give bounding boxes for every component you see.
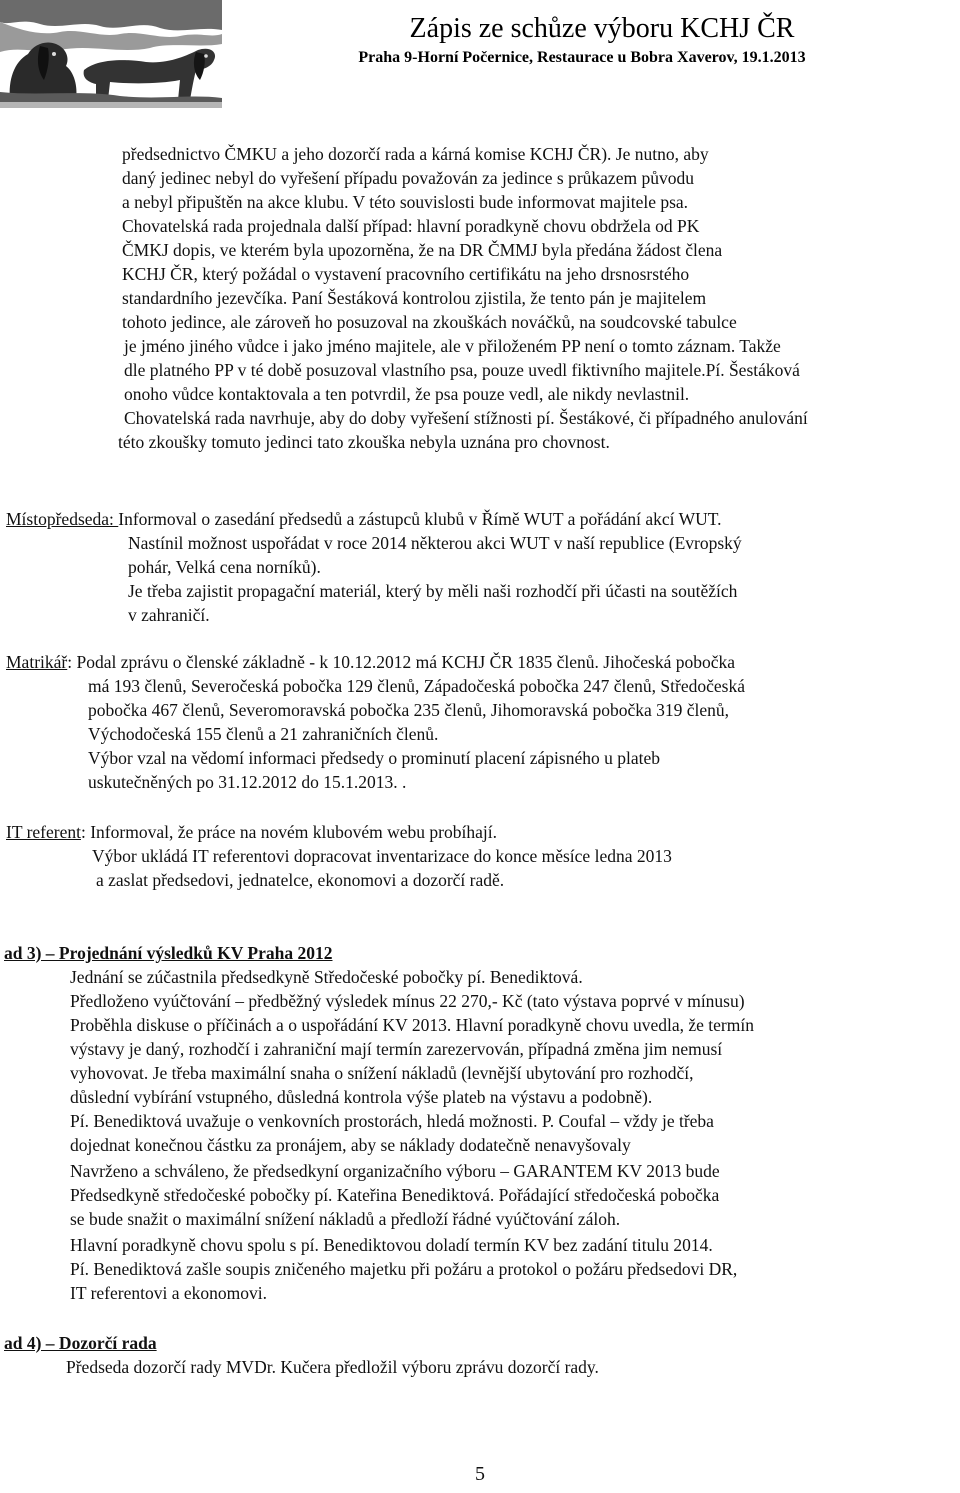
text-line: daný jedinec nebyl do vyřešení případu považován za jedince s průkazem původu: [122, 168, 694, 188]
text-line: Předseda dozorčí rady MVDr. Kučera předložil výboru zprávu dozorčí rady.: [66, 1357, 599, 1377]
text-line: Jednání se zúčastnila předsedkyně Středočeské pobočky pí. Benediktová.: [70, 967, 583, 987]
text-line: se bude snažit o maximální snížení nákladů a předloží řádné vyúčtování záloh.: [70, 1209, 621, 1229]
text-line: KCHJ ČR, který požádal o vystavení pracovního certifikátu na jeho drsnosrstého: [122, 264, 690, 284]
text-line: Předloženo vyúčtování – předběžný výsledek mínus 22 270,- Kč (tato výstava poprvé v mínusu): [70, 991, 745, 1011]
text-line: výstavy je daný, rozhodčí i zahraniční mají termín zarezervován, případná změna jim nemusí: [70, 1039, 723, 1059]
dachshund-engraving-logo: [0, 0, 222, 108]
text-line: Východočeská 155 členů a 21 zahraničních členů.: [88, 724, 439, 744]
text-line: Předsedkyně středočeské pobočky pí. Kateřina Benediktová. Pořádající středočeská pobočka: [70, 1185, 720, 1205]
it-referent-label: IT referent: [6, 822, 81, 842]
text-line: onoho vůdce kontaktovala a ten potvrdil, že psa pouze vedl, ale nikdy nevlastnil.: [124, 384, 690, 404]
text-line: Výbor ukládá IT referentovi dopracovat inventarizace do konce měsíce ledna 2013: [92, 846, 672, 866]
text-line: IT referentovi a ekonomovi.: [70, 1283, 267, 1303]
mistopredseda-text: Informoval o zasedání předsedů a zástupců klubů v Římě WUT a pořádání akcí WUT.: [118, 509, 722, 529]
it-referent-text: : Informoval, že práce na novém klubovém webu probíhají.: [80, 822, 497, 842]
text-line: je jméno jiného vůdce i jako jméno majitele, ale v přiloženém PP není o tomto záznam. Takže: [124, 336, 781, 356]
it-referent-line: [6, 820, 497, 844]
text-line: Chovatelská rada navrhuje, aby do doby vyřešení stížnosti pí. Šestákové, či případného anulování: [124, 408, 808, 428]
ad4-heading: ad 4) – Dozorčí rada: [4, 1333, 157, 1353]
text-line: Chovatelská rada projednala další případ: hlavní poradkyně chovu obdržela od PK: [122, 216, 700, 236]
text-line: Navrženo a schváleno, že předsedkyní organizačního výboru – GARANTEM KV 2013 bude: [70, 1161, 720, 1181]
mistopredseda-line: [6, 507, 722, 531]
text-line: Pí. Benediktová zašle soupis zničeného majetku při požáru a protokol o požáru předsedovi DR,: [70, 1259, 738, 1279]
meeting-place-date: Praha 9-Horní Počernice, Restaurace u Bobra Xaverov, 19.1.2013: [358, 49, 806, 66]
document-title: Zápis ze schůze výboru KCHJ ČR: [409, 13, 795, 44]
text-line: Pí. Benediktová uvažuje o venkovních prostorách, hledá možnosti. P. Coufal – vždy je třeba: [70, 1111, 714, 1131]
matrikar-text: : Podal zprávu o členské základně - k 10.12.2012 má KCHJ ČR 1835 členů. Jihočeská pobočka: [67, 652, 736, 672]
text-line: vyhovovat. Je třeba maximální snaha o snížení nákladů (levnější ubytování pro rozhodčí,: [70, 1063, 694, 1083]
text-line: Hlavní poradkyně chovu spolu s pí. Benediktovou doladí termín KV bez zadání titulu 2014.: [70, 1235, 713, 1255]
text-line: ČMKJ dopis, ve kterém byla upozorněna, že na DR ČMMJ byla předána žádost člena: [122, 240, 723, 260]
text-line: dojednat konečnou částku za pronájem, aby se náklady dodatečně nenavyšovaly: [70, 1135, 631, 1155]
text-line: Nastínil možnost uspořádat v roce 2014 některou akci WUT v naší republice (Evropský: [128, 533, 742, 553]
text-line: pohár, Velká cena norníků).: [128, 557, 321, 577]
matrikar-label: Matrikář: [6, 652, 68, 672]
ad3-heading: ad 3) – Projednání výsledků KV Praha 2012: [4, 943, 333, 963]
text-line: uskutečněných po 31.12.2012 do 15.1.2013. .: [88, 772, 407, 792]
text-line: pobočka 467 členů, Severomoravská pobočka 235 členů, Jihomoravská pobočka 319 členů,: [88, 700, 730, 720]
text-line: a nebyl připuštěn na akce klubu. V této souvislosti bude informovat majitele psa.: [122, 192, 689, 212]
text-line: Proběhla diskuse o příčinách a o uspořádání KV 2013. Hlavní poradkyně chovu uvedla, že termín: [70, 1015, 754, 1035]
text-line: v zahraničí.: [128, 605, 210, 625]
text-line: standardního jezevčíka. Paní Šestáková kontrolou zjistila, že tento pán je majitelem: [122, 288, 707, 308]
text-line: Je třeba zajistit propagační materiál, který by měli naši rozhodčí při účasti na soutěžích: [128, 581, 738, 601]
text-line: Výbor vzal na vědomí informaci předsedy o prominutí placení zápisného u plateb: [88, 748, 660, 768]
page-number: 5: [475, 1463, 485, 1485]
text-line: důslední vybírání vstupného, důsledná kontrola výše plateb na výstavu a podobně).: [70, 1087, 653, 1107]
text-line: této zkoušky tomuto jedinci tato zkouška nebyla uznána pro chovnost.: [118, 432, 610, 452]
text-line: a zaslat předsedovi, jednatelce, ekonomovi a dozorčí radě.: [96, 870, 505, 890]
matrikar-line: [6, 650, 735, 674]
mistopredseda-label: Místopředseda:: [6, 509, 119, 529]
text-line: dle platného PP v té době posuzoval vlastního psa, pouze uvedl fiktivního majitele.Pí. Šestáková: [124, 360, 800, 380]
text-line: tohoto jedince, ale zároveň ho posuzoval na zkouškách nováčků, na soudcovské tabulce: [122, 312, 737, 332]
text-line: předsednictvo ČMKU a jeho dozorčí rada a kárná komise KCHJ ČR). Je nutno, aby: [122, 144, 709, 164]
text-line: má 193 členů, Severočeská pobočka 129 členů, Západočeská pobočka 247 členů, Středočeská: [88, 676, 745, 696]
